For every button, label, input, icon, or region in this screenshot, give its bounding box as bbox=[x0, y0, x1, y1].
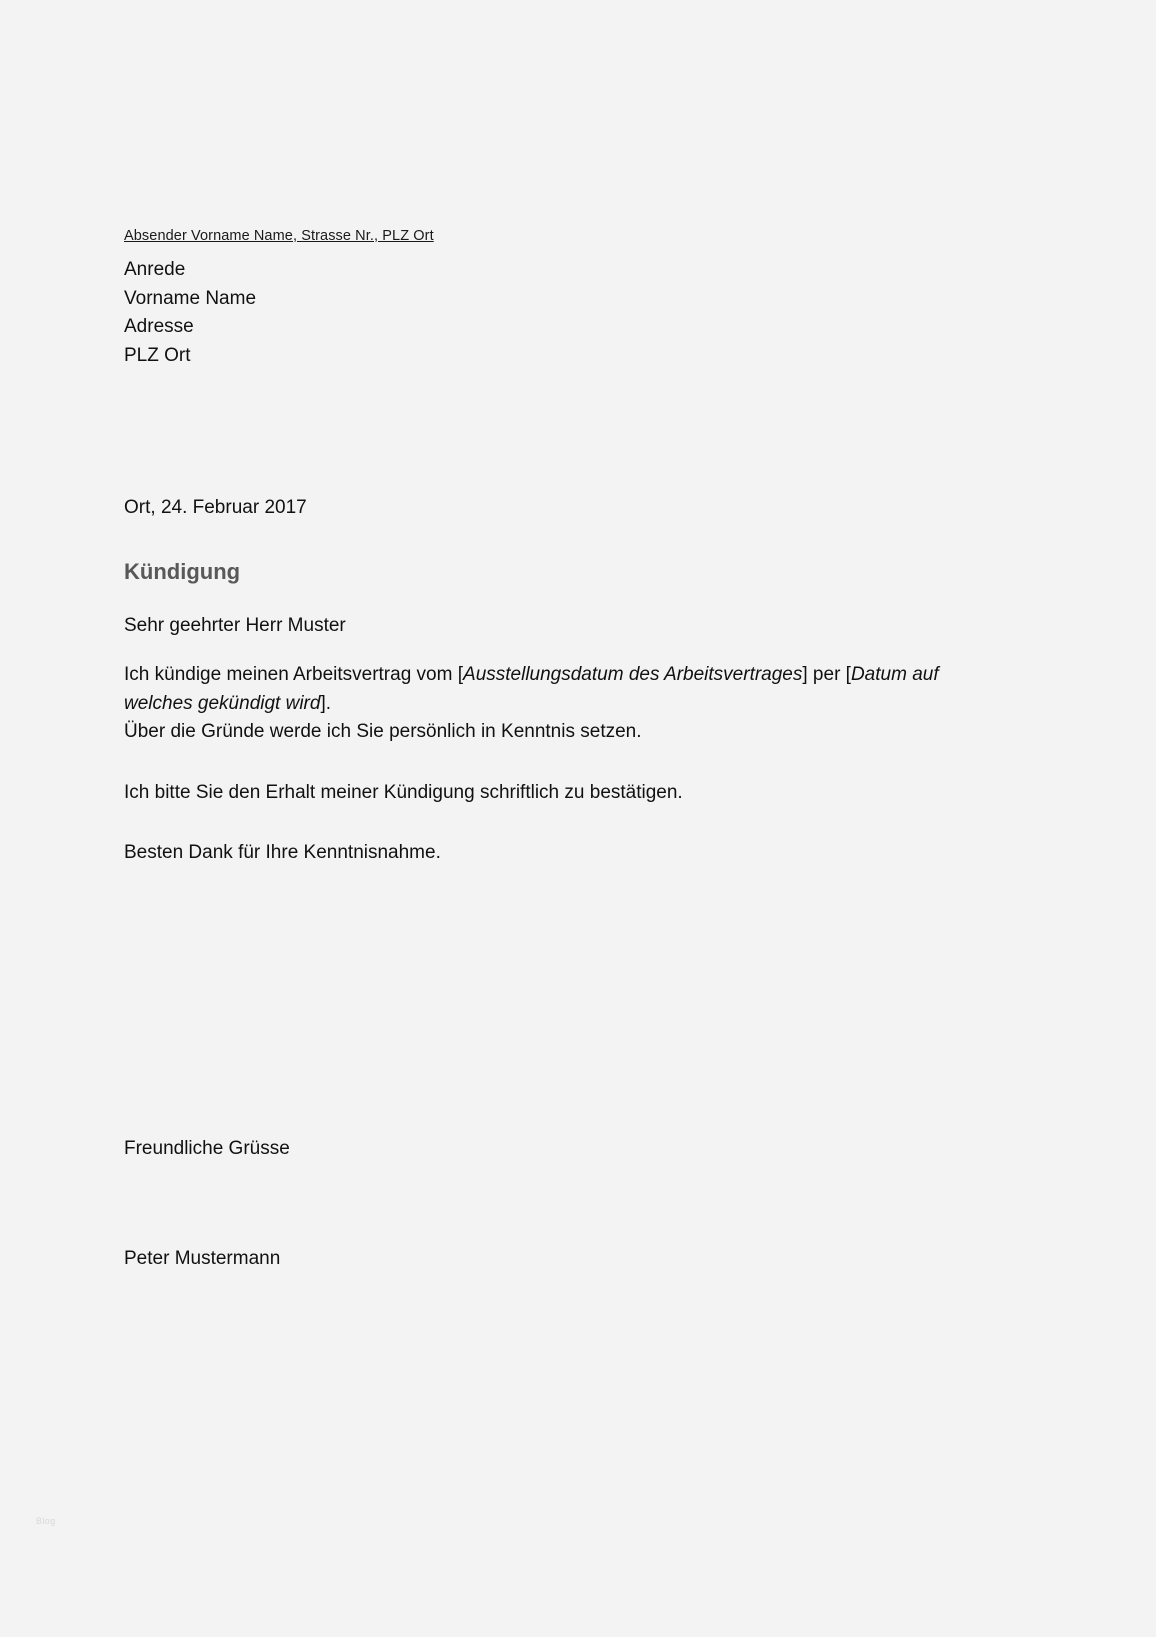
letter-paragraph-1 bbox=[124, 661, 1004, 747]
recipient-salutation-line: Anrede bbox=[124, 259, 186, 280]
place-and-date: Ort, 24. Februar 2017 bbox=[124, 497, 307, 518]
letter-closing: Freundliche Grüsse bbox=[124, 1137, 290, 1159]
sender-address-line: Absender Vorname Name, Strasse Nr., PLZ Ort bbox=[124, 228, 434, 244]
paragraph-1-second-line: Über die Gründe werde ich Sie persönlich in Kenntnis setzen. bbox=[124, 721, 642, 742]
recipient-street-line: Adresse bbox=[124, 316, 194, 337]
paragraph-1-text-part-1: Ich kündige meinen Arbeitsvertrag vom [ bbox=[124, 664, 464, 685]
paragraph-1-placeholder-1: Ausstellungsdatum des Arbeitsvertrages bbox=[463, 664, 803, 685]
letter-signature-name: Peter Mustermann bbox=[124, 1247, 281, 1269]
recipient-city-line: PLZ Ort bbox=[124, 344, 191, 366]
paragraph-1-text-part-3: ]. bbox=[320, 692, 332, 714]
paragraph-1-text-part-2: ] per [ bbox=[802, 664, 851, 685]
letter-salutation: Sehr geehrter Herr Muster bbox=[124, 615, 346, 636]
letter-subject: Kündigung bbox=[124, 559, 241, 584]
letter-paragraph-2: Ich bitte Sie den Erhalt meiner Kündigung schriftlich zu bestätigen. bbox=[124, 781, 683, 803]
paragraph-1-placeholder-2: Datum auf welches gekündigt wird bbox=[124, 664, 939, 714]
letter-paragraph-3: Besten Dank für Ihre Kenntnisnahme. bbox=[124, 842, 441, 863]
page-watermark: Blog bbox=[36, 1516, 56, 1526]
letter-content bbox=[124, 228, 1004, 1270]
recipient-name-line: Vorname Name bbox=[124, 287, 257, 309]
recipient-address-block bbox=[124, 256, 1004, 370]
